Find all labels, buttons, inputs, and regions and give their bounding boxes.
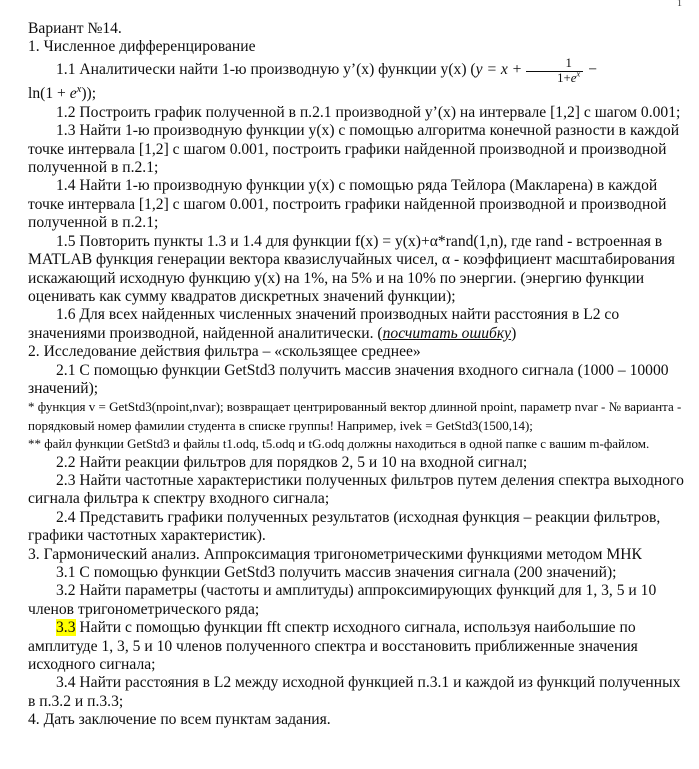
fraction-numerator: 1 — [526, 57, 583, 72]
paragraph-3-2: 3.2 Найти параметры (частоты и амплитуды) аппроксимирующих функций для 1, 3, 5 и 10 членов тригонометрического ряда; — [28, 582, 657, 618]
section-1-title: 1. Численное дифференцирование — [28, 38, 256, 56]
p11-fraction — [526, 57, 583, 86]
paragraph-1-3: 1.3 Найти 1-ю производную функции y(x) с помощью алгоритма конечной разности в каждой точке интервала [1,2] с шагом 0.001, построить графики найденной производной и производной полученной в п.2.1; — [28, 122, 680, 177]
paragraph-2-1: 2.1 С помощью функции GetStd3 получить массив значения входного сигнала (1000 – 10000 значений); — [28, 361, 669, 397]
paragraph-3-4: 3.4 Найти расстояния в L2 между исходной функцией п.3.1 и каждой из функций полученных в п.3.2 и п.3.3; — [28, 674, 681, 710]
paragraph-2-2: 2.2 Найти реакции фильтров для порядков 2, 5 и 10 на входной сигнал; — [56, 453, 528, 471]
paragraph-1-5: 1.5 Повторить пункты 1.3 и 1.4 для функции f(x) = y(x)+α*rand(1,n), где rand - встроенная в MATLAB функция генерации вектора квазислучайных чисел, α - коэффициент масштабирования искажающий исходную функцию y(x) на 1%, на 5% и на 10% по энергии. (энергию функции оценивать как сумму квадратов дискретных значений функции); — [28, 232, 675, 305]
paragraph-3-3: 3.3 Найти с помощью функции fft спектр исходного сигнала, используя наибольшие по амплитуде 1, 3, 5 и 10 членов полученного спектра и восстановить приближенные значения исходного сигнала; — [28, 619, 638, 674]
p11-ln-term: ln(1 + — [28, 85, 70, 103]
footnote-2: ** файл функции GetStd3 и файлы t1.odq, t5.odq и tG.odq должны находиться в одной папке с вашим m-файлом. — [28, 436, 650, 452]
paragraph-1-6: 1.6 Для всех найденных численных значений производных найти расстояния в L2 со значениями производной, найденной аналитически. (посчитать ошибку) — [28, 306, 620, 342]
paragraph-1-4: 1.4 Найти 1-ю производную функции y(x) с помощью ряда Тейлора (Макларена) в каждой точке интервала [1,2] с шагом 0.001, построить графики найденной производной и производной полученной в п.2.1; — [28, 177, 667, 232]
paragraph-2-3: 2.3 Найти частотные характеристики полученных фильтров путем деления спектра выходного сигнала фильтра к спектру входного сигнала; — [28, 471, 684, 508]
calc-error-note: посчитать ошибку — [382, 324, 512, 342]
footnote-1: * функция v = GetStd3(npoint,nvar); возвращает центрированный вектор длинной npoint, параметр nvar - № варианта - порядковый номер фамилии студента в списке группы! Например, ivek = GetStd3(1500,14); — [28, 399, 682, 433]
p11-minus: − — [587, 60, 598, 78]
paragraph-2-4: 2.4 Представить графики полученных результатов (исходная функция – реакции фильтров, графики частотных характеристик). — [28, 508, 661, 545]
p11-text: 1.1 Аналитически найти 1-ю производную y’(x) функции y(x) ( — [56, 60, 476, 78]
paragraph-1-2: 1.2 Построить график полученной в п.2.1 производной y’(x) на интервале [1,2] с шагом 0.001; — [56, 103, 681, 121]
p11-math-lhs: y = x + — [475, 60, 523, 78]
section-4-title: 4. Дать заключение по всем пунктам задания. — [28, 711, 331, 729]
section-3-title: 3. Гармонический анализ. Аппроксимация тригонометрическими функциями методом МНК — [28, 545, 642, 563]
page-number: 1 — [677, 0, 682, 9]
paragraph-3-1: 3.1 С помощью функции GetStd3 получить массив значения сигнала (200 значений); — [56, 564, 617, 581]
variant-title: Вариант №14. — [28, 20, 122, 37]
section-2-title: 2. Исследование действия фильтра – «скользящее среднее» — [28, 343, 421, 361]
fraction-denominator: $1+e^x$ — [557, 68, 581, 85]
paragraph-1-1: 1.1 Аналитически найти 1-ю производную y’(x) функции y(x) (y = x + $\frac{1}{1+e^x}$ − $\ln(1 + e^x)$); — [28, 55, 598, 103]
highlight-3-3: 3.3 — [56, 619, 76, 637]
